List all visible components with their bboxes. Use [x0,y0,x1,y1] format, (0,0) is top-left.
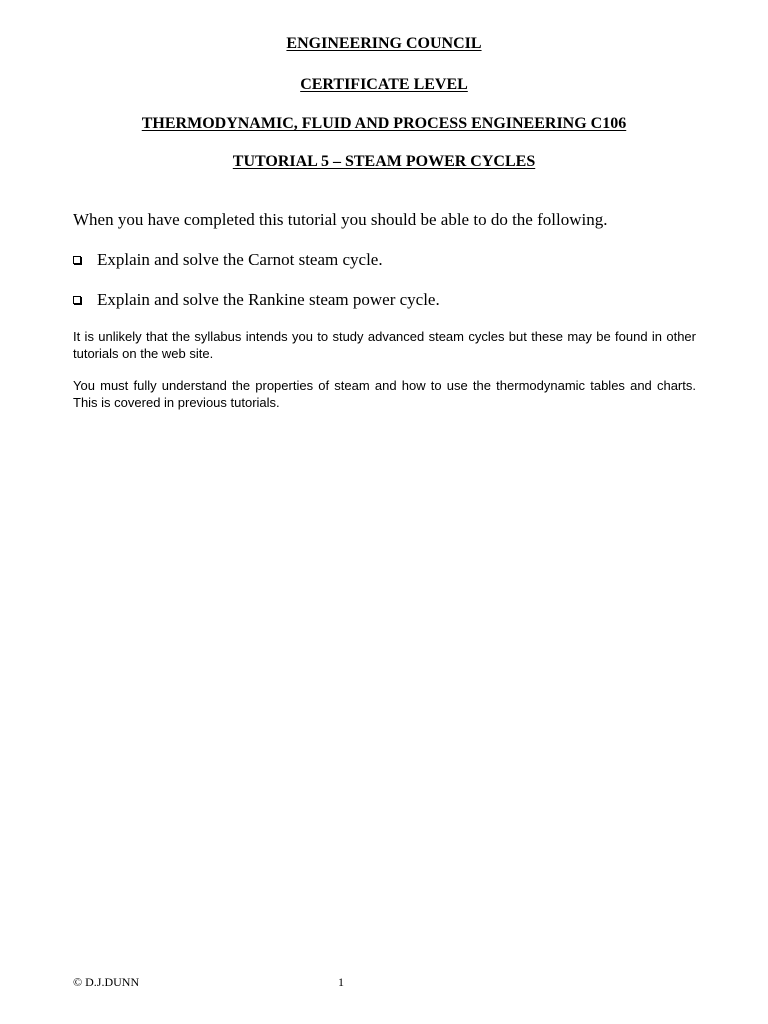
prerequisite-paragraph: You must fully understand the properties of steam and how to use the thermodynamic tables and charts. This is covered in previous tutorials. [73,378,696,410]
objective-text: Explain and solve the Carnot steam cycle. [97,250,383,269]
document-title-course: THERMODYNAMIC, FLUID AND PROCESS ENGINEERING C106 [141,115,627,132]
syllabus-paragraph: It is unlikely that the syllabus intends you to study advanced steam cycles but these may be found in other tutorials on the web site. [73,329,696,361]
document-title-tutorial: TUTORIAL 5 – STEAM POWER CYCLES [232,153,536,170]
square-bullet-icon [73,256,81,264]
page-number: 1 [338,975,344,989]
objective-text: Explain and solve the Rankine steam power cycle. [97,290,440,309]
document-title-level: CERTIFICATE LEVEL [300,76,468,93]
document-title-council: ENGINEERING COUNCIL [286,35,482,52]
intro-text: When you have completed this tutorial you should be able to do the following. [73,210,608,229]
footer-copyright: © D.J.DUNN [73,975,140,989]
square-bullet-icon [73,296,81,304]
